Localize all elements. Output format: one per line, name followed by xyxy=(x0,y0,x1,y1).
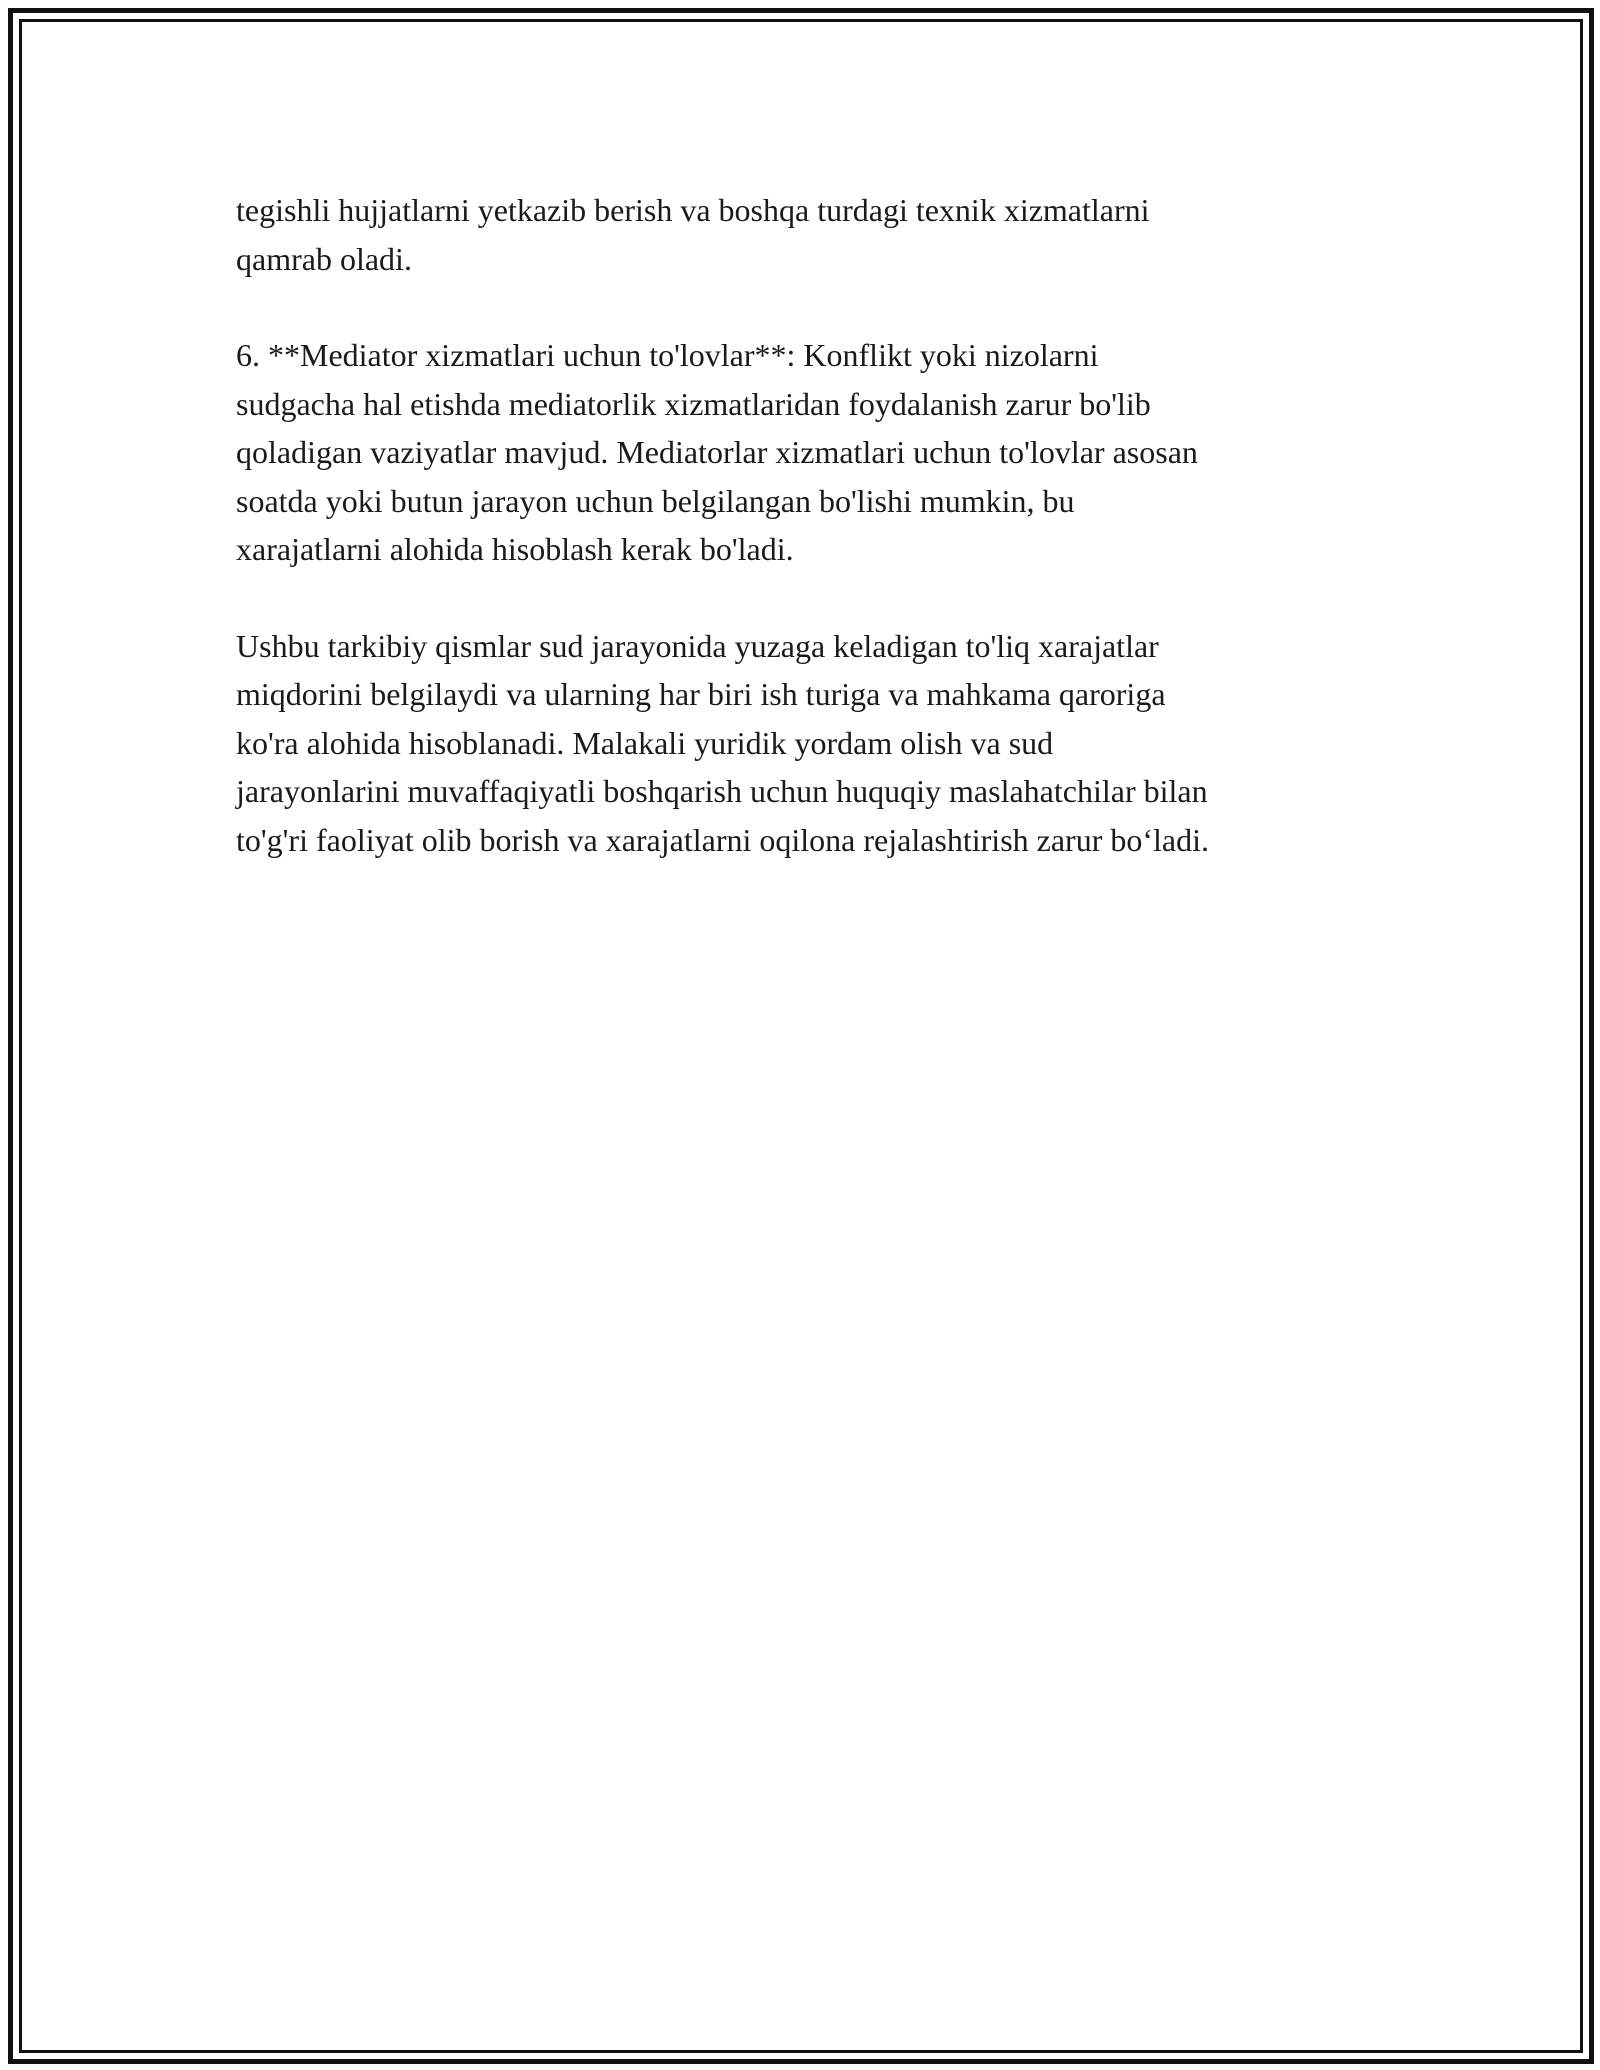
text-line: Ushbu tarkibiy qismlar sud jarayonida yuzaga keladigan to'liq xarajatlar xyxy=(236,627,1159,664)
document-body xyxy=(236,186,1366,912)
paragraph-mediator-fees xyxy=(236,331,1366,574)
text-line: xarajatlarni alohida hisoblash kerak bo'ladi. xyxy=(236,531,794,567)
text-line: soatda yoki butun jarayon uchun belgilangan bo'lishi mumkin, bu xyxy=(236,482,1075,519)
text-line: to'g'ri faoliyat olib borish va xarajatlarni oqilona rejalashtirish zarur bo‘ladi. xyxy=(236,821,1209,858)
text-line: jarayonlarini muvaffaqiyatli boshqarish uchun huquqiy maslahatchilar bilan xyxy=(236,773,1208,809)
paragraph-conclusion xyxy=(236,622,1366,865)
text-line: 6. **Mediator xizmatlari uchun to'lovlar**: Konflikt yoki nizolarni xyxy=(236,337,1099,373)
text-line: miqdorini belgilaydi va ularning har biri ish turiga va mahkama qaroriga xyxy=(236,676,1166,712)
text-line: qoladigan vaziyatlar mavjud. Mediatorlar xizmatlari uchun to'lovlar asosan xyxy=(236,434,1198,470)
text-line: qamrab oladi. xyxy=(236,240,412,277)
text-line: sudgacha hal etishda mediatorlik xizmatlaridan foydalanish zarur bo'lib xyxy=(236,385,1151,422)
paragraph-continuation xyxy=(236,186,1366,283)
text-line: tegishli hujjatlarni yetkazib berish va boshqa turdagi texnik xizmatlarni xyxy=(236,192,1150,228)
text-line: ko'ra alohida hisoblanadi. Malakali yuridik yordam olish va sud xyxy=(236,724,1054,761)
